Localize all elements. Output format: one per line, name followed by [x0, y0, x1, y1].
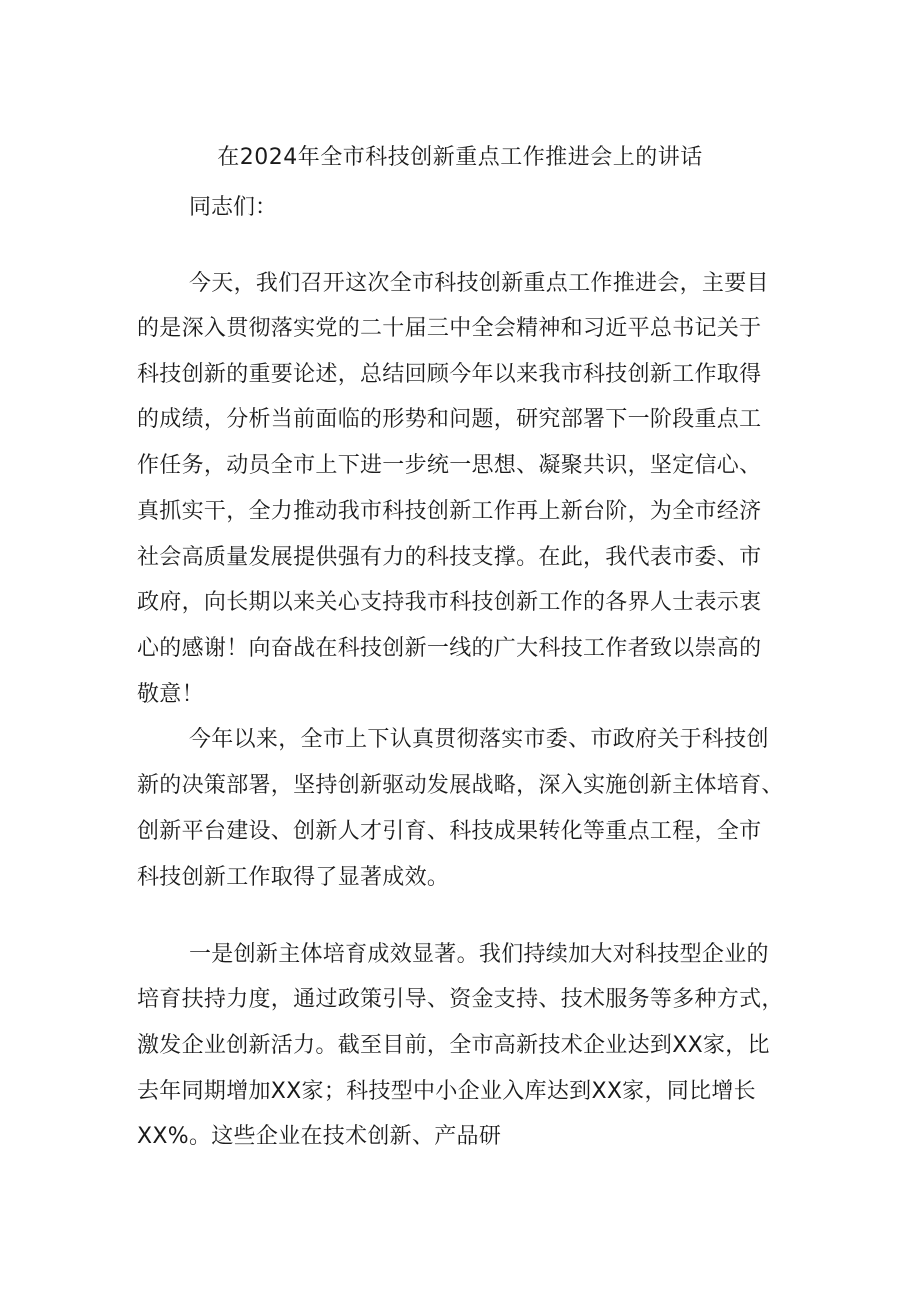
paragraph-line: 培育扶持力度，通过政策引导、资金支持、技术服务等多种方式， [137, 987, 784, 1012]
paragraph-line: 去年同期增加XX家；科技型中小企业入库达到XX家，同比增长 [137, 1079, 756, 1104]
paragraph-line: XX%。这些企业在技术创新、产品研 [137, 1124, 502, 1149]
paragraph-line: 一是创新主体培育成效显著。我们持续加大对科技型企业的 [189, 942, 769, 967]
paragraph-line: 科技创新的重要论述，总结回顾今年以来我市科技创新工作取得 [137, 362, 762, 387]
document-title: 在2024年全市科技创新重点工作推进会上的讲话 [217, 145, 703, 170]
paragraph-line: 科技创新工作取得了显著成效。 [137, 865, 450, 890]
paragraph-line: 政府，向长期以来关心支持我市科技创新工作的各界人士表示衷 [137, 590, 762, 615]
paragraph-line: 作任务，动员全市上下进一步统一思想、凝聚共识，坚定信心、 [137, 453, 762, 478]
paragraph-line: 真抓实干，全力推动我市科技创新工作再上新台阶，为全市经济 [137, 499, 762, 524]
salutation: 同志们： [189, 195, 278, 220]
paragraph-line: 社会高质量发展提供强有力的科技支撑。在此，我代表市委、市 [137, 545, 762, 570]
paragraph-line: 敬意！ [137, 682, 204, 707]
paragraph-line: 激发企业创新活力。截至目前，全市高新技术企业达到XX家，比 [137, 1033, 770, 1058]
paragraph-line: 的是深入贯彻落实党的二十届三中全会精神和习近平总书记关于 [137, 316, 762, 341]
paragraph-line: 今年以来，全市上下认真贯彻落实市委、市政府关于科技创 [189, 727, 769, 752]
paragraph-line: 的成绩，分析当前面临的形势和问题，研究部署下一阶段重点工 [137, 407, 762, 432]
paragraph-line: 创新平台建设、创新人才引育、科技成果转化等重点工程，全市 [137, 819, 762, 844]
paragraph-line: 今天，我们召开这次全市科技创新重点工作推进会，主要目 [189, 271, 769, 296]
paragraph-line: 心的感谢！向奋战在科技创新一线的广大科技工作者致以崇高的 [137, 636, 762, 661]
paragraph-line: 新的决策部署，坚持创新驱动发展战略，深入实施创新主体培育、 [137, 773, 784, 798]
